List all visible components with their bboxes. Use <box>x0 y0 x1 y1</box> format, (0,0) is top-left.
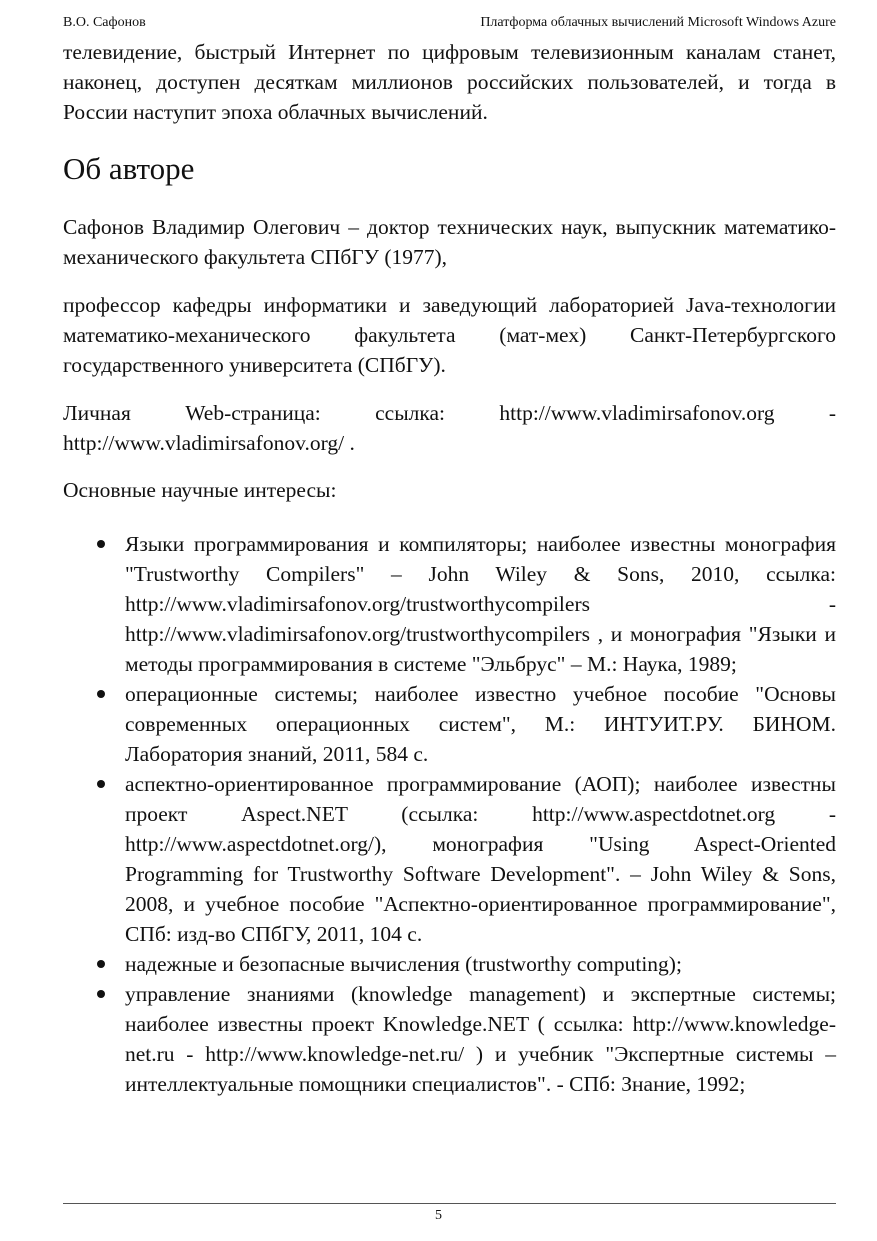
list-item-text: операционные системы; наиболее известно учебное пособие "Основы современных операционных систем", М.: ИНТУИТ.РУ. БИНОМ. Лаборатория знаний, 2011, 584 с. <box>125 682 836 766</box>
page-content <box>63 37 836 1099</box>
bio-paragraph-1: Сафонов Владимир Олегович – доктор технических наук, выпускник математико-механического факультета СПбГУ (1977), <box>63 215 836 269</box>
web-page-paragraph: Личная Web-страница: ссылка: http://www.vladimirsafonov.org - http://www.vladimirsafonov.org/ . <box>63 401 836 455</box>
list-item-text: аспектно-ориентированное программирование (АОП); наиболее известны проект Aspect.NET (ссылка: http://www.aspectdotnet.org - http://www.aspectdotnet.org/), монография "Using Aspect-Oriented Programming for Trustworthy Software Development". – John Wiley & Sons, 2008, и учебное пособие "Аспектно-ориентированное программирование", СПб: изд-во СПбГУ, 2011, 104 с. <box>125 772 836 946</box>
list-item-text: надежные и безопасные вычисления (trustworthy computing); <box>125 952 682 976</box>
list-item <box>125 769 836 949</box>
list-item <box>125 679 836 769</box>
bullet-icon <box>97 960 105 968</box>
bullet-icon <box>97 690 105 698</box>
header-author: В.О. Сафонов <box>63 15 146 30</box>
section-title: Об авторе <box>63 151 195 186</box>
list-item-text: управление знаниями (knowledge management) и экспертные системы; наиболее известны проект Knowledge.NET ( ссылка: http://www.knowledge-net.ru - http://www.knowledge-net.ru/ ) и учебник "Экспертные системы – интеллектуальные помощники специалистов". - СПб: Знание, 1992; <box>125 982 836 1096</box>
lead-paragraph: телевидение, быстрый Интернет по цифровым телевизионным каналам станет, наконец, доступен десяткам миллионов российских пользователей, и тогда в России наступит эпоха облачных вычислений. <box>63 40 836 124</box>
page-header <box>63 14 836 32</box>
interests-heading: Основные научные интересы: <box>63 478 337 502</box>
list-item-text: Языки программирования и компиляторы; наиболее известны монография "Trustworthy Compilers" – John Wiley & Sons, 2010, ссылка: http://www.vladimirsafonov.org/trustworthycompilers - http://www.vladimirsafonov.org/trustworthycompilers , и монография "Языки и методы программирования в системе "Эльбрус" – М.: Наука, 1989; <box>125 532 836 676</box>
interests-list <box>63 529 836 1099</box>
footer-divider <box>63 1203 836 1204</box>
page-number: 5 <box>435 1208 442 1223</box>
bullet-icon <box>97 780 105 788</box>
list-item <box>125 979 836 1099</box>
list-item <box>125 949 836 979</box>
bullet-icon <box>97 540 105 548</box>
list-item <box>125 529 836 679</box>
header-book-title: Платформа облачных вычислений Microsoft Windows Azure <box>480 15 836 30</box>
bio-paragraph-2: профессор кафедры информатики и заведующий лабораторией Java-технологии математико-механического факультета (мат-мех) Санкт-Петербургского государственного университета (СПбГУ). <box>63 293 836 377</box>
bullet-icon <box>97 990 105 998</box>
